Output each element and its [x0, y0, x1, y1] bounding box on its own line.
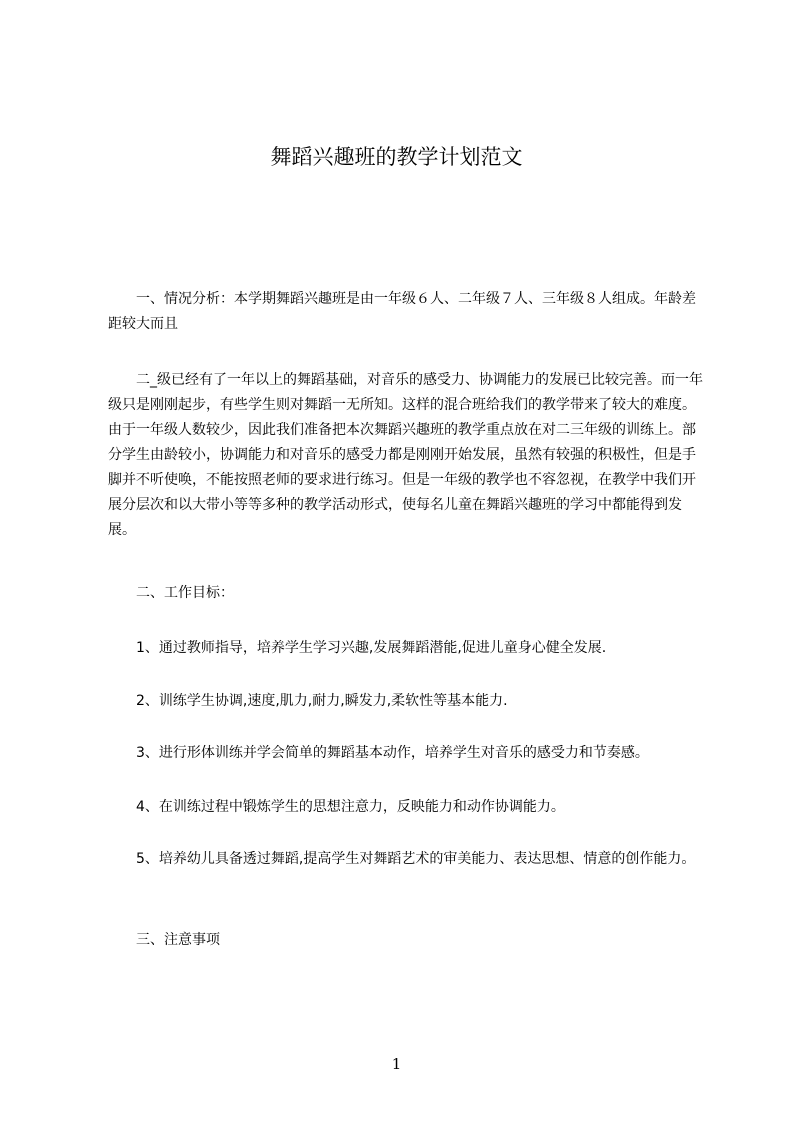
paragraph-grade-details: 二_级已经有了一年以上的舞蹈基础，对音乐的感受力、协调能力的发展已比较完善。而一年级只是刚刚起步，有些学生则对舞蹈一无所知。这样的混合班给我们的教学带来了较大的难度。由于一年级人数较少，因此我们准备把本次舞蹈兴趣班的教学重点放在对二三年级的训练上。部分学生由龄较小，协调能力和对音乐的感受力都是刚刚开始发展，虽然有较强的积极性，但是手脚并不听使唤，不能按照老师的要求进行练习。但是一年级的教学也不容忽视，在教学中我们开展分层次和以大带小等等多种的教学活动形式，使每名儿童在舞蹈兴趣班的学习中都能得到发展。 [108, 372, 703, 538]
heading-work-goals: 二、工作目标： [136, 585, 234, 601]
goal-item-2: 2、训练学生协调,速度,肌力,耐力,瞬发力,柔软性等基本能力. [136, 693, 508, 709]
goal-item-1: 1、通过教师指导，培养学生学习兴趣,发展舞蹈潜能,促进儿童身心健全发展. [136, 640, 607, 656]
page-number: 1 [391, 1055, 402, 1073]
heading-notes: 三、注意事项 [136, 932, 220, 948]
goal-item-4: 4、在训练过程中锻炼学生的思想注意力，反映能力和动作协调能力。 [136, 799, 565, 815]
goal-item-3: 3、进行形体训练并学会简单的舞蹈基本动作，培养学生对音乐的感受力和节奏感。 [136, 745, 649, 761]
page-title: 舞蹈兴趣班的教学计划范文 [270, 145, 523, 169]
goal-item-5: 5、培养幼儿具备透过舞蹈,提高学生对舞蹈艺术的审美能力、表达思想、情意的创作能力。 [136, 851, 696, 867]
paragraph-situation-analysis: 一、情况分析：本学期舞蹈兴趣班是由一年级６人、二年级７人、三年级８人组成。年龄差距较大而且 [108, 291, 696, 332]
